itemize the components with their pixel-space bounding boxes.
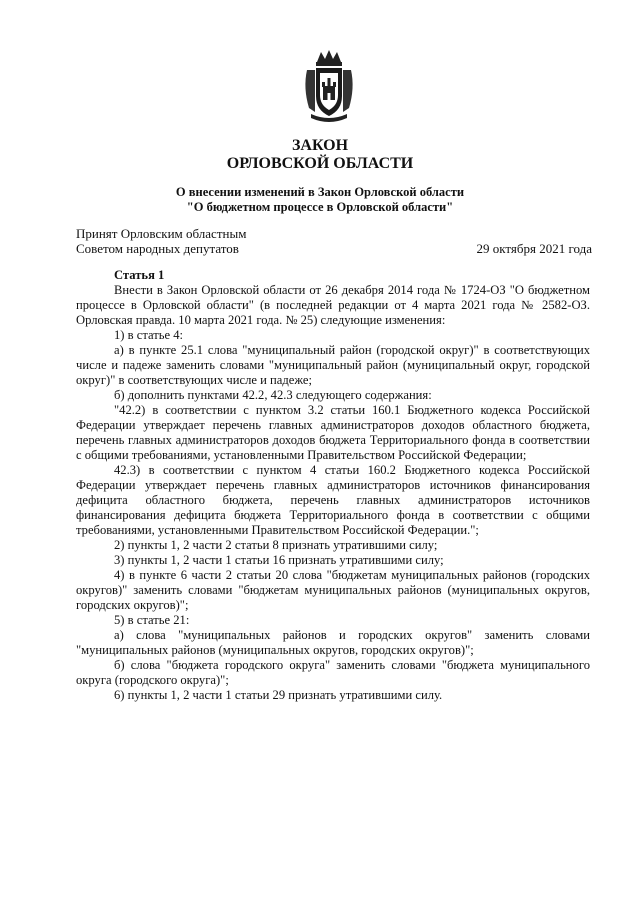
article-paragraph: а) в пункте 25.1 слова "муниципальный район (городской округ)" в соответствующих числе и падеже заменить словами "муниципальный район (муниципальный округ, городской округ)" в соответствующих числе и падеже; bbox=[76, 343, 590, 387]
article-paragraph: 4) в пункте 6 части 2 статьи 20 слова "бюджетам муниципальных районов (городских округов)" заменить словами "бюджетам муниципальных районов (муниципальных округов, городских округов)"; bbox=[76, 568, 590, 612]
adopted-line-2: Советом народных депутатов bbox=[76, 241, 239, 256]
article-heading: Статья 1 bbox=[114, 268, 165, 282]
article-paragraph: б) дополнить пунктами 42.2, 42.3 следующего содержания: bbox=[114, 388, 432, 402]
article-body bbox=[76, 268, 590, 703]
article-paragraph: 2) пункты 1, 2 части 2 статьи 8 признать утратившими силу; bbox=[114, 538, 438, 552]
law-title-line-2: ОРЛОВСКОЙ ОБЛАСТИ bbox=[226, 155, 414, 172]
law-subtitle-line-2: "О бюджетном процессе в Орловской области" bbox=[186, 200, 454, 214]
article-paragraph: "42.2) в соответствии с пунктом 3.2 статьи 160.1 Бюджетного кодекса Российской Федерации утверждает перечень главных администраторов доходов областного бюджета, перечень главных администраторов доходов бюджета Территориального фонда в соответствии с общими требованиями, установленными Правительством Российской Федерации; bbox=[76, 403, 590, 462]
article-paragraph: 3) пункты 1, 2 части 1 статьи 16 признать утратившими силу; bbox=[114, 553, 444, 567]
coat-of-arms-icon bbox=[301, 48, 357, 122]
article-paragraph: Внести в Закон Орловской области от 26 декабря 2014 года № 1724-ОЗ "О бюджетном процессе в Орловской области" (в последней редакции от 4 марта 2021 года № 2582-ОЗ. Орловская правда. 10 марта 2021 года. № 25) следующие изменения: bbox=[76, 283, 590, 327]
article-paragraph: а) слова "муниципальных районов и городских округов" заменить словами "муниципальных районов (муниципальных округов, городских округов)"; bbox=[76, 628, 590, 657]
law-title-line-1: ЗАКОН bbox=[291, 137, 349, 154]
article-paragraph: 5) в статье 21: bbox=[114, 613, 190, 627]
article-paragraph: б) слова "бюджета городского округа" заменить словами "бюджета муниципального округа (городского округа)"; bbox=[76, 658, 590, 687]
article-paragraph: 6) пункты 1, 2 части 1 статьи 29 признать утратившими силу. bbox=[114, 688, 443, 702]
law-subtitle-line-1: О внесении изменений в Закон Орловской области bbox=[175, 185, 465, 199]
adopted-line-1: Принят Орловским областным bbox=[76, 226, 247, 241]
adoption-date: 29 октября 2021 года bbox=[476, 241, 592, 256]
article-paragraph: 42.3) в соответствии с пунктом 4 статьи 160.2 Бюджетного кодекса Российской Федерации утверждает перечень главных администраторов источников финансирования дефицита областного бюджета, перечень главных администраторов источников финансирования дефицита бюджета Территориального фонда в соответствии с общими требованиями, установленными Правительством Российской Федерации."; bbox=[76, 463, 590, 537]
article-paragraph: 1) в статье 4: bbox=[114, 328, 184, 342]
adopted-by bbox=[76, 226, 246, 256]
